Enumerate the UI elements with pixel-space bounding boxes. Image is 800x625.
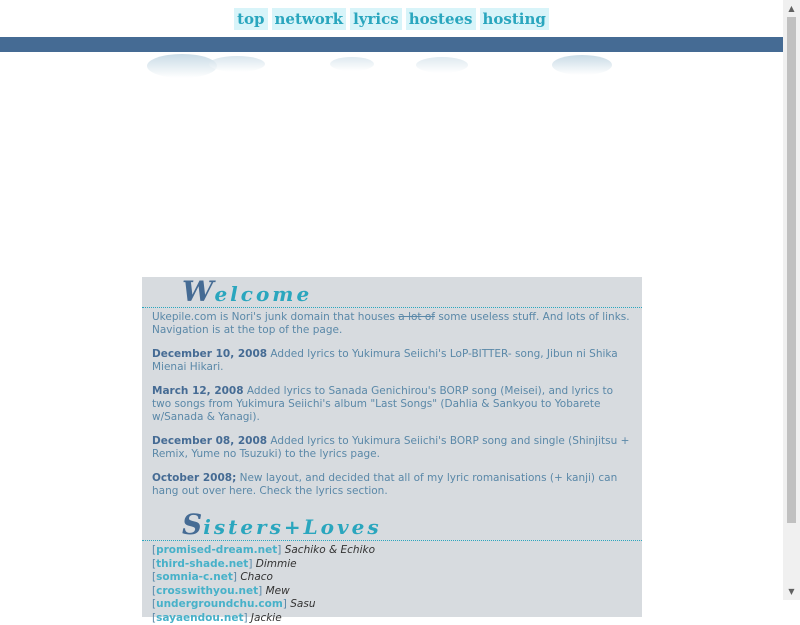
news-item <box>142 385 642 424</box>
sister-site-link[interactable]: sayaendou.net <box>156 612 243 624</box>
news-date: December 08, 2008 <box>152 435 267 447</box>
sister-links-list <box>142 541 642 625</box>
sister-site-link[interactable]: promised-dream.net <box>156 544 277 556</box>
news-text: Added lyrics to Yukimura Seiichi's BORP song and single (Shinjitsu + Remix, Yume no Tsuzuki) to the lyrics page. <box>152 435 629 460</box>
news-date: December 10, 2008 <box>152 348 267 360</box>
scroll-up-arrow-icon[interactable]: ▲ <box>783 0 800 17</box>
vertical-scrollbar[interactable] <box>783 0 800 600</box>
sisters-heading-rest: isters+Loves <box>203 515 381 539</box>
list-item: [third-shade.net] Dimmie <box>152 558 632 572</box>
intro-text-start: Ukepile.com is Nori's junk domain that houses <box>152 311 398 323</box>
news-text: New layout, and decided that all of my lyric romanisations (+ kanji) can hang out over here. Check the lyrics section. <box>152 472 617 497</box>
news-text: Added lyrics to Yukimura Seiichi's LoP-BITTER- song, Jibun ni Shika Mienai Hikari. <box>152 348 618 373</box>
site-owner: Jackie <box>251 612 282 624</box>
intro-text-end: some useless stuff. And lots of links. Navigation is at the top of the page. <box>152 311 630 336</box>
sister-site-link[interactable]: somnia-c.net <box>156 571 233 583</box>
sister-site-link[interactable]: undergroundchu.com <box>156 598 283 610</box>
sisters-heading-cap: S <box>182 508 203 541</box>
nav-link-top[interactable]: top <box>234 8 267 30</box>
site-owner: Dimmie <box>256 558 297 570</box>
nav-link-hostees[interactable]: hostees <box>406 8 476 30</box>
nav-link-lyrics[interactable]: lyrics <box>350 8 402 30</box>
welcome-heading <box>142 277 642 308</box>
scrollbar-thumb[interactable] <box>787 17 796 523</box>
news-item <box>142 472 642 498</box>
welcome-heading-rest: elcome <box>214 282 312 306</box>
site-owner: Sasu <box>290 598 315 610</box>
list-item: [crosswithyou.net] Mew <box>152 585 632 599</box>
header-banner-image <box>142 52 642 277</box>
sister-site-link[interactable]: third-shade.net <box>156 558 248 570</box>
nav-link-hosting[interactable]: hosting <box>480 8 549 30</box>
list-item: [somnia-c.net] Chaco <box>152 571 632 585</box>
site-owner: Mew <box>266 585 290 597</box>
welcome-heading-cap: W <box>182 275 214 308</box>
news-date: October 2008; <box>152 472 236 484</box>
news-item <box>142 435 642 461</box>
news-text: Added lyrics to Sanada Genichirou's BORP song (Meisei), and lyrics to two songs from Yukimura Seiichi's album "Last Songs" (Dahlia & Sankyou to Yobarete w/Sanada & Yanagi). <box>152 385 613 423</box>
news-item <box>142 348 642 374</box>
site-owner: Sachiko & Echiko <box>285 544 375 556</box>
intro-paragraph <box>142 308 642 337</box>
intro-strikethrough: a lot of <box>398 311 435 323</box>
list-item: [promised-dream.net] Sachiko & Echiko <box>152 544 632 558</box>
nav-link-network[interactable]: network <box>272 8 347 30</box>
cloud-decoration <box>142 52 642 277</box>
sisters-heading <box>142 510 642 541</box>
list-item: [sayaendou.net] Jackie <box>152 612 632 625</box>
site-owner: Chaco <box>240 571 273 583</box>
scroll-down-arrow-icon[interactable]: ▼ <box>783 583 800 600</box>
news-date: March 12, 2008 <box>152 385 244 397</box>
top-navigation <box>0 0 783 37</box>
list-item: [undergroundchu.com] Sasu <box>152 598 632 612</box>
header-bar <box>0 37 783 52</box>
main-content-panel <box>142 277 642 617</box>
sister-site-link[interactable]: crosswithyou.net <box>156 585 258 597</box>
